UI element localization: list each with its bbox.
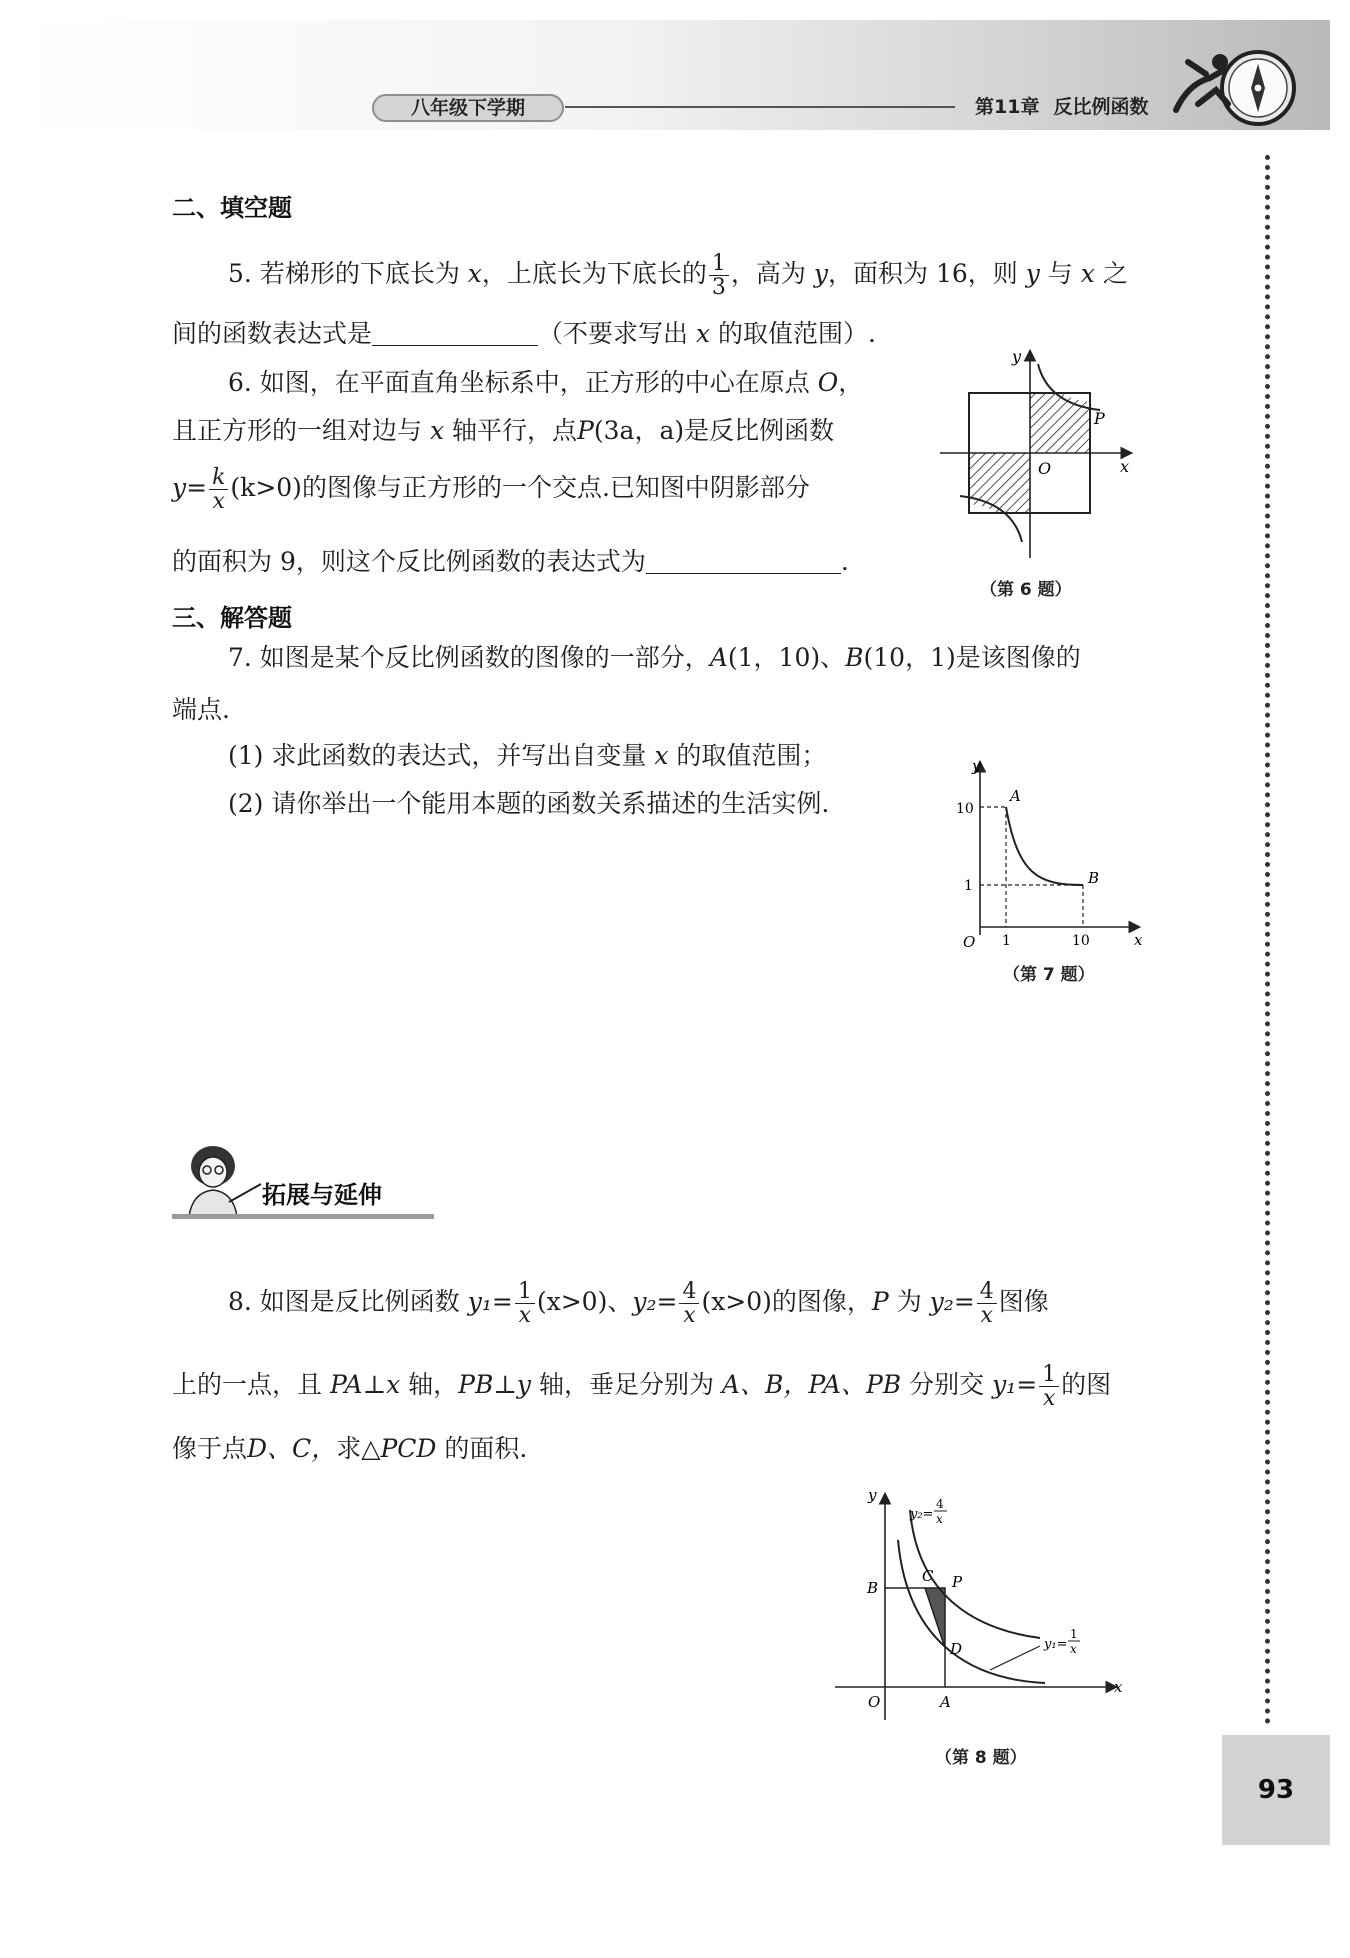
label-y2-eq: y₂=	[910, 1507, 934, 1522]
label-P: P	[1094, 409, 1105, 428]
label-A: A	[1010, 787, 1021, 805]
runner-clock-icon	[1158, 44, 1308, 134]
answer-blank-q6[interactable]	[646, 548, 841, 574]
q7-line2: 端点.	[172, 695, 230, 724]
tick-y-1: 1	[964, 878, 973, 894]
label-O: O	[963, 933, 976, 950]
shaded-region-bottom-left	[969, 453, 1030, 513]
label-B: B	[867, 1579, 879, 1597]
label-P: P	[952, 1573, 963, 1591]
q7-part2: (2) 请你举出一个能用本题的函数关系描述的生活实例.	[228, 789, 830, 818]
label-B: B	[1088, 869, 1100, 887]
page-number: 93	[1257, 1775, 1295, 1805]
grade-label: 八年级下学期	[372, 94, 564, 122]
section-solve: 三、解答题	[172, 604, 292, 632]
header-rule	[565, 106, 955, 108]
label-O: O	[868, 1693, 881, 1711]
label-x: x	[1134, 931, 1143, 949]
section-extension: 拓展与延伸	[262, 1181, 382, 1209]
triangle-PCD	[925, 1588, 945, 1648]
chapter-number: 第11章	[975, 96, 1040, 118]
label-y2-num: 4	[936, 1497, 944, 1511]
tick-x-10: 10	[1072, 933, 1090, 949]
label-x: x	[1120, 457, 1130, 476]
label-C: C	[922, 1567, 934, 1585]
fraction-k-over-x: $\frac{k}{x}$	[209, 466, 228, 513]
label-y1-eq: y₁=	[1044, 1637, 1068, 1652]
label-D: D	[950, 1640, 963, 1658]
chapter-heading	[975, 92, 1162, 119]
figure-q8	[830, 1480, 1150, 1730]
q6-line3: y= $\frac{k}{x}$ (k>0)的图像与正方形的一个交点.已知图中阴影部分	[172, 465, 810, 515]
shaded-region-top-right	[1030, 393, 1090, 453]
label-y1-num: 1	[1070, 1627, 1078, 1641]
tick-x-1: 1	[1002, 933, 1011, 949]
q8-line1: 8. 如图是反比例函数 y₁= $\frac{1}{x}$ (x>0)、y₂= $\frac{4}{x}$ (x>0)的图像，P 为 y₂= $\frac{4}{x}$ 图像	[228, 1279, 1049, 1329]
label-y: y	[868, 1486, 877, 1504]
q5-line2: 间的函数表达式是 （不要求写出 x 的取值范围）.	[172, 319, 876, 348]
chapter-title: 反比例函数	[1053, 96, 1149, 118]
q8-line3: 像于点D、C，求△PCD 的面积.	[172, 1434, 528, 1463]
tick-y-10: 10	[956, 801, 974, 817]
fraction-one-third: $\frac{1}{3}$	[709, 252, 729, 299]
extension-underline	[172, 1214, 434, 1219]
q7-line1: 7. 如图是某个反比例函数的图像的一部分，A(1，10)、B(10，1)是该图像的	[228, 643, 1081, 672]
q7-part1: (1) 求此函数的表达式，并写出自变量 x 的取值范围；	[228, 741, 827, 770]
label-y: y	[1012, 347, 1022, 366]
q6-line4: 的面积为 9，则这个反比例函数的表达式为 .	[172, 547, 849, 576]
curve-y1	[898, 1540, 1045, 1683]
margin-dotted-line	[1265, 155, 1270, 1725]
q6-line1: 6. 如图，在平面直角坐标系中，正方形的中心在原点 O，	[228, 368, 864, 397]
label-x: x	[1114, 1678, 1123, 1696]
q5-line1: 5. 若梯形的下底长为 x，上底长为下底长的 $\frac{1}{3}$ ，高为 y，面积为 16，则 y 与 x 之	[228, 251, 1128, 301]
curve-AB	[1006, 807, 1083, 885]
teacher-illustration	[175, 1140, 263, 1218]
caption-q8: （第 8 题）	[935, 1748, 1027, 1768]
label-y1-den: x	[1070, 1642, 1077, 1656]
q8-line2: 上的一点，且 PA⊥x 轴，PB⊥y 轴，垂足分别为 A、B，PA、PB 分别交 y₁= $\frac{1}{x}$ 的图	[172, 1362, 1112, 1412]
label-A: A	[940, 1693, 951, 1711]
label-y: y	[972, 757, 981, 775]
label-y2-den: x	[936, 1512, 943, 1526]
label-O: O	[1038, 459, 1052, 478]
figure-q6	[920, 340, 1150, 565]
caption-q7: （第 7 题）	[1003, 965, 1095, 985]
page-number-box	[1222, 1735, 1330, 1845]
caption-q6: （第 6 题）	[980, 580, 1072, 600]
section-fill-blank: 二、填空题	[172, 194, 292, 222]
figure-q7	[948, 755, 1148, 950]
q6-line2: 且正方形的一组对边与 x 轴平行，点P(3a，a)是反比例函数	[172, 416, 835, 445]
answer-blank-q5[interactable]	[372, 320, 538, 346]
